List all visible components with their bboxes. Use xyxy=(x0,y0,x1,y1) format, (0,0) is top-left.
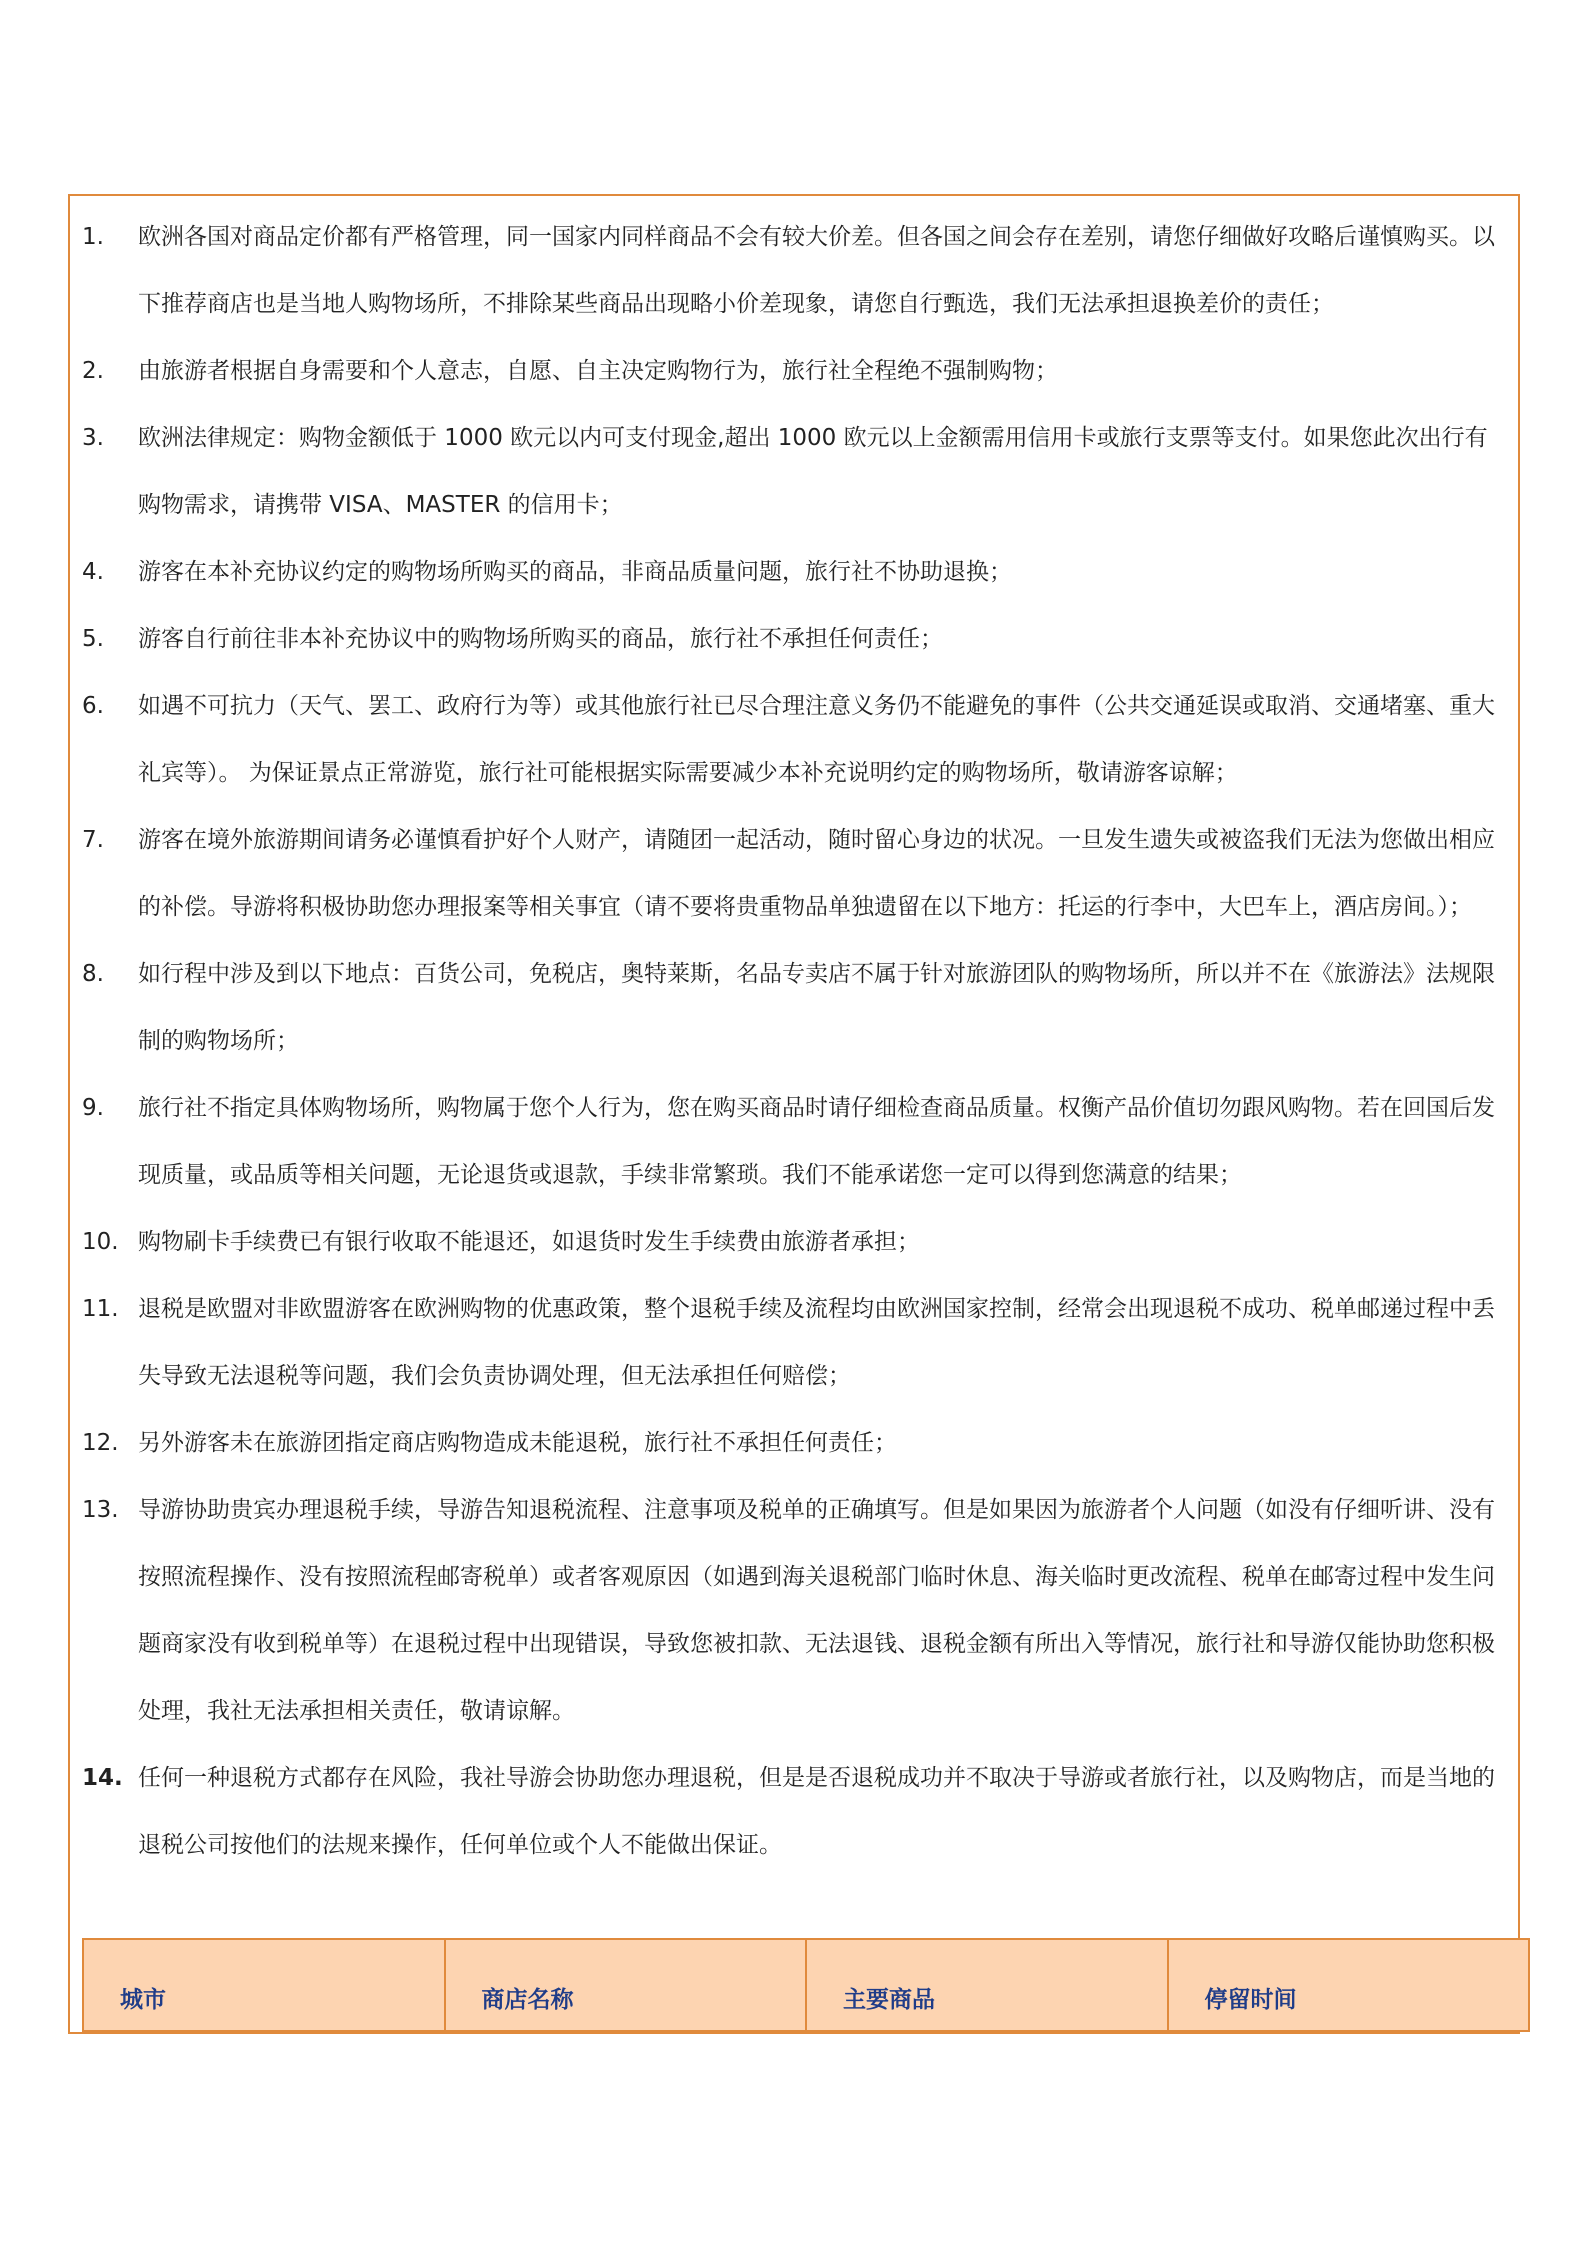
note-number: 3. xyxy=(82,425,104,451)
note-item xyxy=(82,1075,1510,1209)
note-number: 14. xyxy=(82,1765,123,1791)
note-text: 由旅游者根据自身需要和个人意志，自愿、自主决定购物行为，旅行社全程绝不强制购物； xyxy=(138,358,1058,384)
note-number: 2. xyxy=(82,358,104,384)
note-text: 欧洲法律规定：购物金额低于 1000 欧元以内可支付现金,超出 1000 欧元以上金额需用信用卡或旅行支票等支付。如果您此次出行有购物需求，请携带 VISA、MASTER 的信用卡； xyxy=(138,425,1488,518)
note-number: 13. xyxy=(82,1497,119,1523)
note-number: 1. xyxy=(82,224,104,250)
note-number: 12. xyxy=(82,1430,119,1456)
note-item xyxy=(82,539,1510,606)
note-item xyxy=(82,405,1510,539)
note-item xyxy=(82,673,1510,807)
note-text: 旅行社不指定具体购物场所，购物属于您个人行为，您在购买商品时请仔细检查商品质量。权衡产品价值切勿跟风购物。若在回国后发现质量，或品质等相关问题，无论退货或退款，手续非常繁琐。我们不能承诺您一定可以得到您满意的结果； xyxy=(138,1095,1495,1188)
note-text: 如遇不可抗力（天气、罢工、政府行为等）或其他旅行社已尽合理注意义务仍不能避免的事件（公共交通延误或取消、交通堵塞、重大礼宾等）。 为保证景点正常游览，旅行社可能根据实际需要减少本补充说明约定的购物场所，敬请游客谅解； xyxy=(138,693,1495,786)
note-text: 如行程中涉及到以下地点：百货公司，免税店，奥特莱斯，名品专卖店不属于针对旅游团队的购物场所，所以并不在《旅游法》法规限制的购物场所； xyxy=(138,961,1495,1054)
note-item xyxy=(82,204,1510,338)
note-item xyxy=(82,941,1510,1075)
note-text: 欧洲各国对商品定价都有严格管理，同一国家内同样商品不会有较大价差。但各国之间会存在差别，请您仔细做好攻略后谨慎购买。以下推荐商店也是当地人购物场所，不排除某些商品出现略小价差现象，请您自行甄选，我们无法承担退换差价的责任； xyxy=(138,224,1495,317)
note-text: 购物刷卡手续费已有银行收取不能退还，如退货时发生手续费由旅游者承担； xyxy=(138,1229,920,1255)
note-number: 8. xyxy=(82,961,104,987)
note-number: 4. xyxy=(82,559,104,585)
note-number: 11. xyxy=(82,1296,119,1322)
note-text: 游客在境外旅游期间请务必谨慎看护好个人财产，请随团一起活动，随时留心身边的状况。一旦发生遗失或被盗我们无法为您做出相应的补偿。导游将积极协助您办理报案等相关事宜（请不要将贵重物品单独遗留在以下地方：托运的行李中，大巴车上，酒店房间。）； xyxy=(138,827,1495,920)
header-main-goods: 主要商品 xyxy=(806,1939,1168,2031)
note-item xyxy=(82,1209,1510,1276)
note-item xyxy=(82,1276,1510,1410)
shop-table-header-row xyxy=(83,1939,1529,2031)
note-number: 7. xyxy=(82,827,104,853)
note-text: 游客在本补充协议约定的购物场所购买的商品，非商品质量问题，旅行社不协助退换； xyxy=(138,559,1012,585)
note-text: 任何一种退税方式都存在风险，我社导游会协助您办理退税，但是是否退税成功并不取决于导游或者旅行社，以及购物店，而是当地的退税公司按他们的法规来操作，任何单位或个人不能做出保证。 xyxy=(138,1765,1495,1858)
header-city: 城市 xyxy=(83,1939,445,2031)
note-item xyxy=(82,338,1510,405)
note-text: 游客自行前往非本补充协议中的购物场所购买的商品，旅行社不承担任何责任； xyxy=(138,626,943,652)
note-item xyxy=(82,1477,1510,1745)
shop-table xyxy=(82,1938,1530,2032)
shopping-notes-list xyxy=(82,204,1510,1879)
note-number: 9. xyxy=(82,1095,104,1121)
note-text: 另外游客未在旅游团指定商店购物造成未能退税，旅行社不承担任何责任； xyxy=(138,1430,897,1456)
header-store-name: 商店名称 xyxy=(445,1939,807,2031)
note-text: 退税是欧盟对非欧盟游客在欧洲购物的优惠政策，整个退税手续及流程均由欧洲国家控制，经常会出现退税不成功、税单邮递过程中丢失导致无法退税等问题，我们会负责协调处理，但无法承担任何赔偿； xyxy=(138,1296,1495,1389)
note-number: 6. xyxy=(82,693,104,719)
note-number: 10. xyxy=(82,1229,119,1255)
note-item xyxy=(82,606,1510,673)
note-text: 导游协助贵宾办理退税手续，导游告知退税流程、注意事项及税单的正确填写。但是如果因为旅游者个人问题（如没有仔细听讲、没有按照流程操作、没有按照流程邮寄税单）或者客观原因（如遇到海关退税部门临时休息、海关临时更改流程、税单在邮寄过程中发生问题商家没有收到税单等）在退税过程中出现错误，导致您被扣款、无法退钱、退税金额有所出入等情况，旅行社和导游仅能协助您积极处理，我社无法承担相关责任，敬请谅解。 xyxy=(138,1497,1495,1724)
note-item xyxy=(82,807,1510,941)
note-number: 5. xyxy=(82,626,104,652)
note-item xyxy=(82,1410,1510,1477)
header-stay-time: 停留时间 xyxy=(1168,1939,1530,2031)
note-item xyxy=(82,1745,1510,1879)
